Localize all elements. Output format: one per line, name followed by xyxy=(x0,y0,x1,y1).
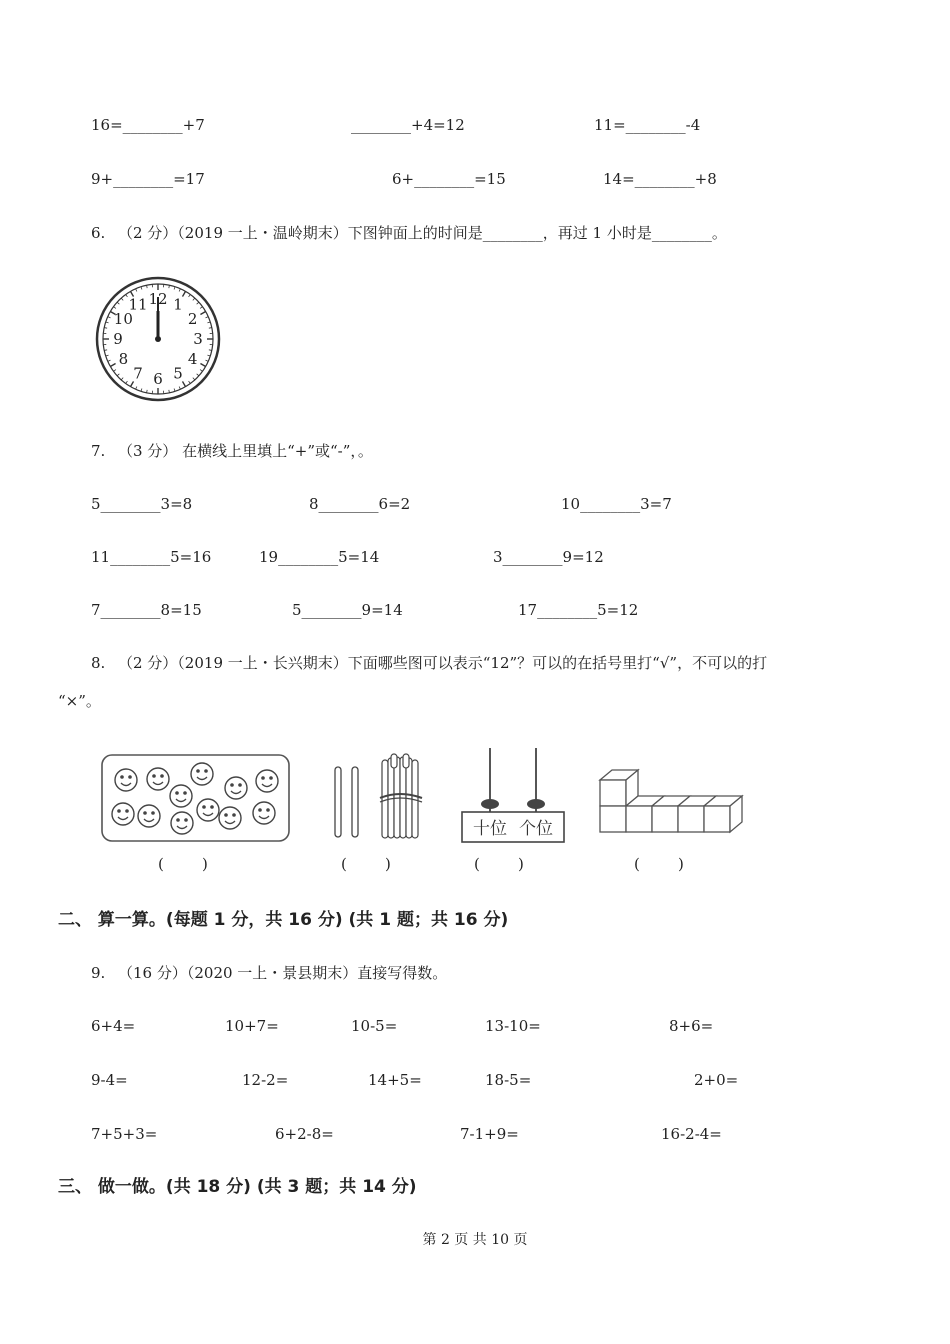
q5-row2-item1: 9+________=17 xyxy=(91,170,205,188)
cube-bottom-2 xyxy=(626,806,652,832)
clock-number: 6 xyxy=(153,370,163,388)
q5-row2-item2: 6+________=15 xyxy=(392,170,506,188)
abacus-label-ones: 个位 xyxy=(519,819,553,839)
q9-text: （16 分）（2020 一上・景县期末）直接写得数。 xyxy=(118,964,448,982)
paren-fig1[interactable]: ( ) xyxy=(158,855,208,873)
q5-row2-item3: 14=________+8 xyxy=(603,170,717,188)
q9-r2-c5: 2+0= xyxy=(694,1071,739,1089)
page-footer: 第 2 页 共 10 页 xyxy=(422,1232,528,1248)
cube-bottom-4 xyxy=(678,806,704,832)
abacus-figure xyxy=(458,746,568,846)
section2-title: 二、 算一算。(每题 1 分，共 16 分) (共 1 题；共 16 分) xyxy=(58,910,509,930)
clock-number: 11 xyxy=(128,295,148,314)
single-stick-1 xyxy=(335,767,341,837)
cube-bottom-5 xyxy=(704,806,730,832)
smiley-face xyxy=(170,785,192,807)
single-stick-2 xyxy=(352,767,358,837)
clock-number: 8 xyxy=(118,350,129,368)
q9-r2-c4: 18-5= xyxy=(485,1071,532,1089)
clock-number: 4 xyxy=(187,350,198,368)
q7-row2-item1: 11________5=16 xyxy=(91,548,212,566)
smiley-face xyxy=(219,807,241,829)
q7-row1-item1: 5________3=8 xyxy=(91,495,193,513)
abacus-bead-ones xyxy=(527,799,545,809)
clock-figure xyxy=(93,274,223,404)
clock-number: 9 xyxy=(113,330,123,348)
q7-row1-item2: 8________6=2 xyxy=(309,495,411,513)
smiley-face xyxy=(256,770,278,792)
q9-number: 9. xyxy=(91,964,106,982)
q9-r1-c3: 10-5= xyxy=(351,1017,398,1035)
smiley-face xyxy=(138,805,160,827)
cube-bottom-1 xyxy=(600,806,626,832)
paren-fig3[interactable]: ( ) xyxy=(474,855,524,873)
q9-r2-c1: 9-4= xyxy=(91,1071,128,1089)
q9-r3-c4: 16-2-4= xyxy=(661,1125,722,1143)
clock-number: 10 xyxy=(113,310,133,328)
smiley-face xyxy=(197,799,219,821)
smiley-faces-figure xyxy=(101,754,291,844)
q9-r3-c3: 7-1+9= xyxy=(460,1125,519,1143)
smiley-face xyxy=(225,777,247,799)
clock-number: 3 xyxy=(193,330,203,348)
smiley-face xyxy=(147,768,169,790)
clock-number: 7 xyxy=(133,364,143,383)
q8-line2: “×”。 xyxy=(58,692,101,710)
paren-fig4[interactable]: ( ) xyxy=(634,855,684,873)
q9-r1-c4: 13-10= xyxy=(485,1017,541,1035)
q5-row1-item1: 16=________+7 xyxy=(91,116,205,134)
q7-row3-item1: 7________8=15 xyxy=(91,601,202,619)
q9-r1-c2: 10+7= xyxy=(225,1017,279,1035)
cube-upper-left xyxy=(600,780,626,806)
q9-r2-c2: 12-2= xyxy=(242,1071,289,1089)
q7-text: （3 分） 在横线上里填上“+”或“-”，。 xyxy=(118,442,373,460)
clock-number: 5 xyxy=(173,364,183,383)
smiley-face xyxy=(253,802,275,824)
clock-center xyxy=(155,336,161,342)
q7-row2-item2: 19________5=14 xyxy=(259,548,380,566)
q5-row1-item2: ________+4=12 xyxy=(351,116,465,134)
smiley-face xyxy=(115,769,137,791)
q9-r1-c5: 8+6= xyxy=(669,1017,714,1035)
smiley-face xyxy=(191,763,213,785)
smiley-face xyxy=(171,812,193,834)
stick-bundle xyxy=(380,754,422,838)
smiley-face xyxy=(112,803,134,825)
q9-r2-c3: 14+5= xyxy=(368,1071,422,1089)
clock-number: 2 xyxy=(187,310,198,328)
paren-fig2[interactable]: ( ) xyxy=(341,855,391,873)
clock-number: 1 xyxy=(173,295,183,314)
abacus-bead-tens xyxy=(481,799,499,809)
q7-row1-item3: 10________3=7 xyxy=(561,495,672,513)
abacus-label-tens: 十位 xyxy=(473,819,507,839)
q8-line1: （2 分）（2019 一上・长兴期末）下面哪些图可以表示“12”？可以的在括号里打“√”，不可以的打 xyxy=(118,654,768,672)
section3-title: 三、 做一做。(共 18 分) (共 3 题；共 14 分) xyxy=(58,1177,417,1197)
q7-row2-item3: 3________9=12 xyxy=(493,548,604,566)
q7-row3-item3: 17________5=12 xyxy=(518,601,639,619)
cube-bottom-3 xyxy=(652,806,678,832)
q7-number: 7. xyxy=(91,442,106,460)
q9-r3-c2: 6+2-8= xyxy=(275,1125,334,1143)
sticks-figure xyxy=(330,752,430,842)
q5-row1-item3: 11=________-4 xyxy=(594,116,701,134)
q7-row3-item2: 5________9=14 xyxy=(292,601,403,619)
clock-number: 12 xyxy=(148,290,168,308)
q6-number: 6. xyxy=(91,224,106,242)
q9-r1-c1: 6+4= xyxy=(91,1017,136,1035)
cubes-figure xyxy=(596,748,756,848)
q9-r3-c1: 7+5+3= xyxy=(91,1125,158,1143)
q6-text: （2 分）（2019 一上・温岭期末）下图钟面上的时间是________，再过 1 小时是________。 xyxy=(118,224,727,242)
q8-number: 8. xyxy=(91,654,106,672)
